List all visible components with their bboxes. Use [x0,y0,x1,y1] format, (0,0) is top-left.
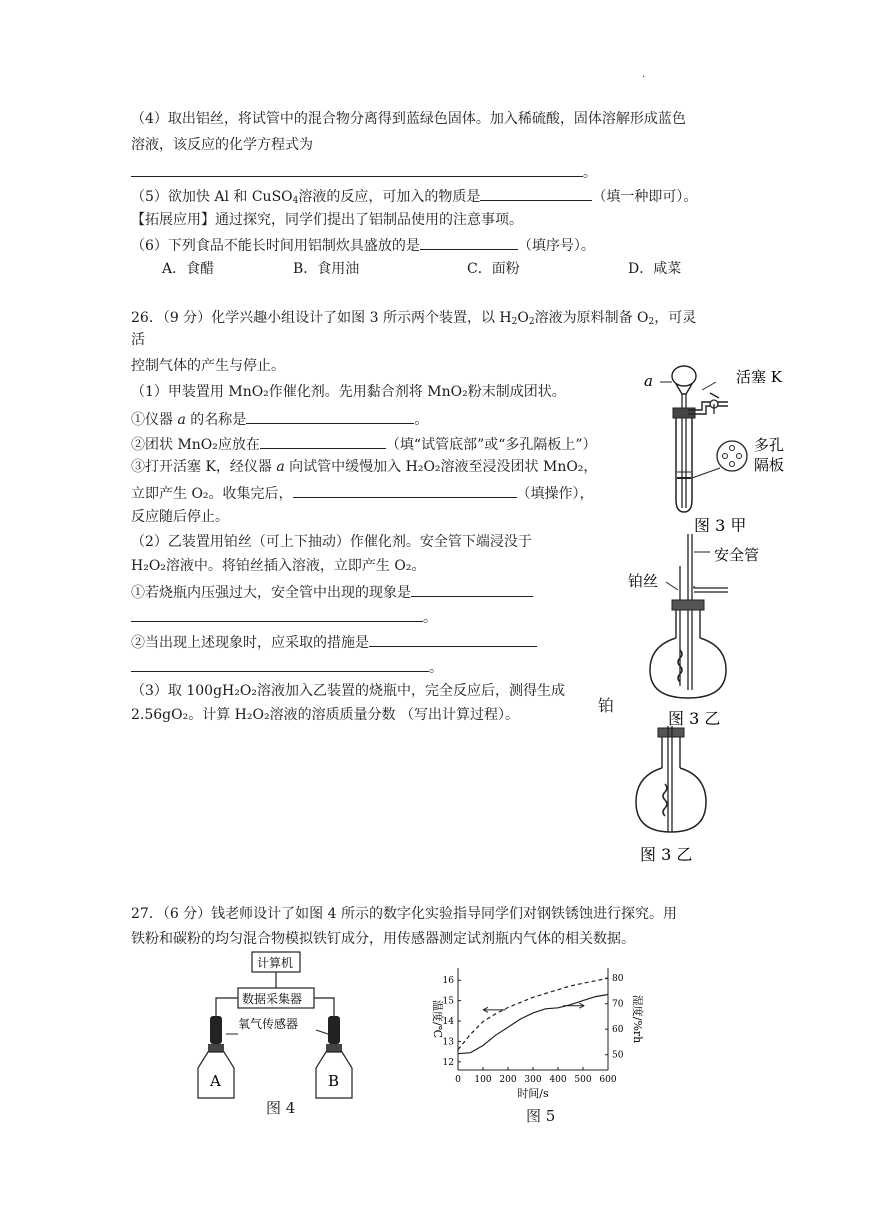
x-tick-label: 300 [524,1075,542,1085]
q27-heading: 27．（6 分）钱老师设计了如图 4 所示的数字化实验指导同学们对钢铁锈蚀进行探究。用 [131,906,677,922]
q25-p5: （5）欲加快 Al 和 CuSO$_4$溶液的反应，可加入的物质是 （填一种即可）。 [131,186,697,206]
figure-4-caption: 图 4 [266,1099,296,1117]
x-tick-label: 500 [574,1075,592,1085]
answer-blank[interactable] [411,582,533,597]
chart-marks [458,978,608,1053]
answer-blank[interactable] [260,434,386,449]
bottle-a-label: A [210,1072,221,1090]
q26-heading-line2: 活 [131,332,145,348]
box-computer: 计算机 [257,956,294,970]
x-axis-label: 时间/s [517,1087,549,1100]
label-a: a [644,372,653,390]
figure-3-yi-apparatus-duplicate [628,724,738,868]
series-line-1 [458,995,608,1054]
q25-option-c: C．面粉 [467,261,520,277]
y2-tick-label: 80 [612,974,624,985]
q26-heading: 26．（9 分）化学兴趣小组设计了如图 3 所示两个装置，以 $H_2O_2$溶液为原料制备 $O_2$，可灵 [131,310,697,327]
y2-tick-label: 70 [612,999,624,1010]
y-tick-label: 13 [442,1037,454,1048]
figure-3-jia-caption: 图 3 甲 [694,516,747,532]
series-line-2 [458,978,608,1049]
arrow-left-axis [483,1007,506,1012]
y-tick-label: 12 [442,1057,454,1068]
figure-3-yi-apparatus [610,530,790,730]
q26-p2c: ①若烧瓶内压强过大，安全管中出现的现象是 [131,582,533,602]
answer-blank[interactable] [420,235,518,250]
q26-p2c-cont: 。 [131,607,437,627]
chart-labels [431,974,645,1100]
q26-p2d-cont: 。 [131,657,443,677]
answer-blank[interactable] [131,657,429,672]
q25-p6: （6）下列食品不能长时间用铝制炊具盛放的是 （填序号）。 [131,235,595,255]
q25-option-d: D．咸菜 [628,261,682,277]
y2-tick-label: 50 [612,1050,624,1061]
label-oxygen-sensor: 氧气传感器 [238,1017,299,1031]
q25-extension: 【拓展应用】通过探究，同学们提出了铝制品使用的注意事项。 [131,212,523,228]
y-tick-label: 16 [442,976,454,987]
label-porous-1: 多孔 [754,436,785,454]
label-porous-2: 隔板 [754,456,785,474]
answer-blank[interactable] [131,162,583,177]
label-safety-tube: 安全管 [714,546,760,564]
q26-p3b: 2.56gO₂。计算 H₂O₂溶液的溶质质量分数 （写出计算过程）。 [131,707,520,723]
q25-p4-answer: 。 [131,162,597,182]
q26-p3: （3）取 100gH₂O₂溶液加入乙装置的烧瓶中，完全反应后，测得生成 [131,683,565,699]
bottle-b-label: B [328,1072,340,1090]
q25-option-a: A．食醋 [162,261,215,277]
x-tick-label: 400 [549,1075,567,1085]
q26-p1a: ①仪器 a 的名称是 。 [131,409,428,429]
figure-5-chart [420,960,660,1100]
answer-blank[interactable] [480,186,592,201]
x-tick-label: 0 [455,1075,461,1085]
y-axis-label: 温度/℃ [431,999,444,1039]
answer-blank[interactable] [369,632,537,647]
y-tick-label: 15 [442,996,454,1007]
q27-heading-line2: 铁粉和碳粉的均匀混合物模拟铁钉成分，用传感器测定试剂瓶内气体的相关数据。 [131,931,635,947]
page-mark: . [642,69,646,80]
q25-p4-line1: （4）取出铝丝，将试管中的混合物分离得到蓝绿色固体。加入稀硫酸，固体溶解形成蓝色 [131,111,686,127]
q25-option-b: B．食用油 [293,261,360,277]
figure-3-jia-apparatus [640,360,800,532]
figure-5-caption: 图 5 [526,1107,556,1125]
x-tick-label: 200 [499,1075,517,1085]
answer-blank[interactable] [246,409,414,424]
label-platinum-wire: 铂丝 [628,572,659,590]
figure-3-yi2-caption: 图 3 乙 [640,845,693,864]
figure-3-yi-caption: 图 3 乙 [668,709,721,728]
y-tick-label: 14 [442,1017,454,1028]
q26-p2b: H₂O₂溶液中。将铂丝插入溶液，立即产生 O₂。 [131,558,426,574]
q26-heading-line3: 控制气体的产生与停止。 [131,358,285,374]
y2-axis-label: 湿度/%rh [631,994,644,1044]
q26-p2d: ②当出现上述现象时，应采取的措施是 [131,632,537,652]
q26-p1: （1）甲装置用 MnO₂作催化剂。先用黏合剂将 MnO₂粉末制成团状。 [131,384,566,400]
figure-4-setup [186,950,366,1120]
x-tick-label: 100 [474,1075,492,1085]
q26-p1c2: 立即产生 O₂。收集完后， （填操作）， [131,483,594,503]
label-platinum-cut: 铂 [598,696,615,715]
x-tick-label: 600 [599,1075,617,1085]
q26-p1c3: 反应随后停止。 [131,509,229,525]
answer-blank[interactable] [131,607,423,622]
label-stopcock-k: 活塞 K [736,368,782,386]
q26-p2: （2）乙装置用铂丝（可上下抽动）作催化剂。安全管下端浸没于 [131,534,532,550]
box-data-collector: 数据采集器 [242,992,303,1006]
q25-p4-line2: 溶液，该反应的化学方程式为 [131,137,313,153]
q26-p1c: ③打开活塞 K，经仪器 a 向试管中缓慢加入 H₂O₂溶液至浸没团状 MnO₂， [131,459,598,475]
y2-tick-label: 60 [612,1025,624,1036]
answer-blank[interactable] [293,483,517,498]
q26-p1b: ②团状 MnO₂应放在 （填“试管底部”或“多孔隔板上”） [131,434,597,454]
